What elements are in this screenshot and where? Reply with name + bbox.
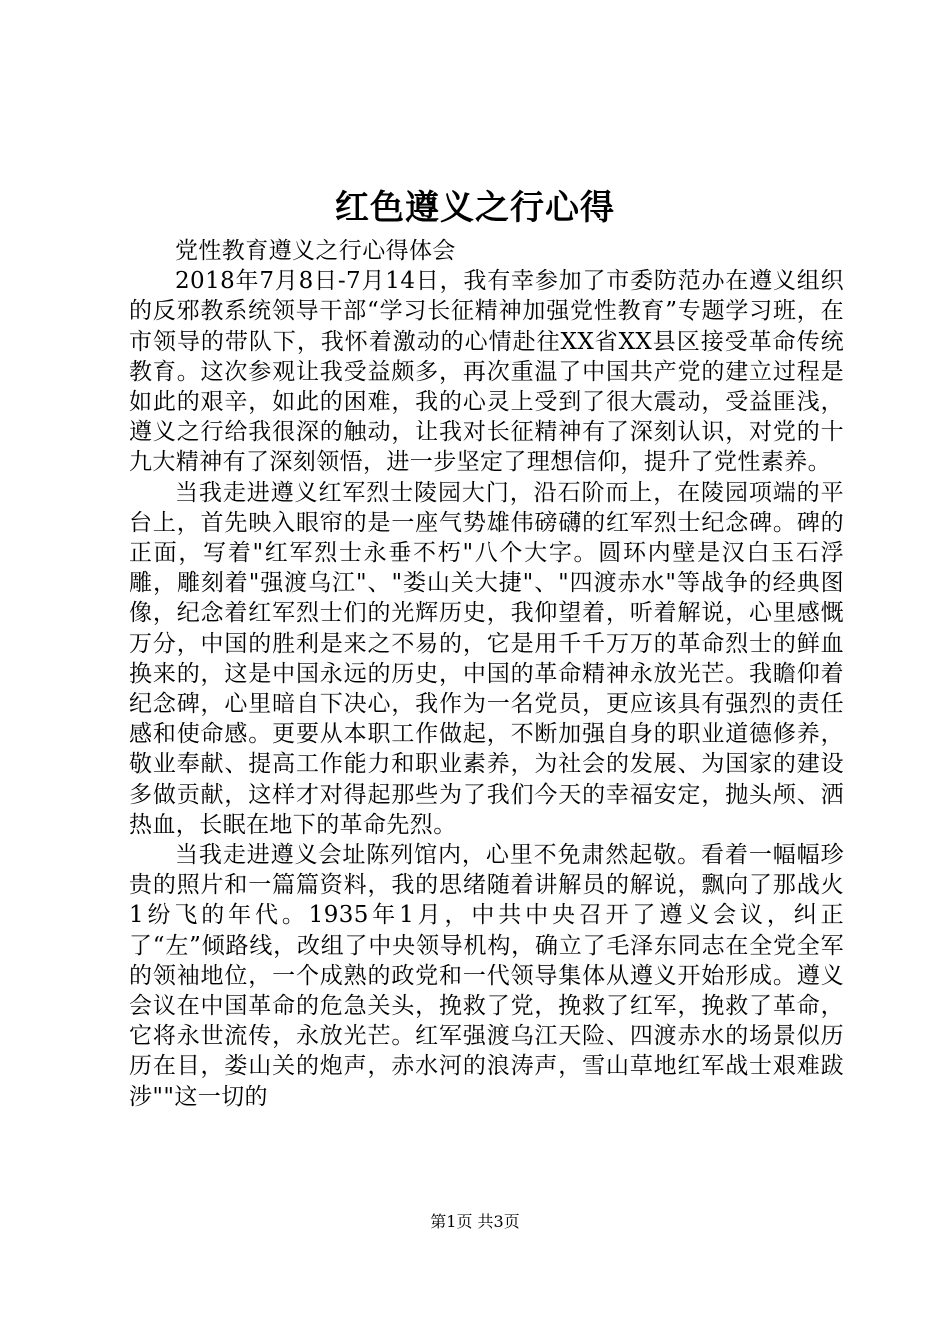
document-body (129, 236, 844, 1112)
page-number-footer: 第1页 共3页 (430, 1212, 520, 1231)
document-title: 红色遵义之行心得 (335, 188, 615, 228)
paragraph-subtitle: 党性教育遵义之行心得体会 (175, 238, 456, 264)
paragraph-cemetery: 当我走进遵义红军烈士陵园大门，沿石阶而上，在陵园项端的平台上，首先映入眼帘的是一座气势雄伟磅礴的红军烈士纪念碑。碑的正面，写着"红军烈士永垂不朽"八个大字。圆环内壁是汉白玉石浮雕，雕刻着"强渡乌江"、"娄山关大捷"、"四渡赤水"等战争的经典图像，纪念着红军烈士们的光辉历史，我仰望着，听着解说，心里感慨万分，中国的胜利是来之不易的，它是用千千万万的革命烈士的鲜血换来的，这是中国永远的历史，中国的革命精神永放光芒。我瞻仰着纪念碑，心里暗自下决心，我作为一名党员，更应该具有强烈的责任感和使命感。更要从本职工作做起，不断加强自身的职业道德修养，敬业奉献、提高工作能力和职业素养，为社会的发展、为国家的建设多做贡献，这样才对得起那些为了我们今天的幸福安定，抛头颅、洒热血，长眠在地下的革命先烈。 (129, 479, 844, 838)
paragraph-meeting-site: 当我走进遵义会址陈列馆内，心里不免肃然起敬。看着一幅幅珍贵的照片和一篇篇资料，我的思绪随着讲解员的解说，飘向了那战火1纷飞的年代。1935年1月，中共中央召开了遵义会议，纠正了“左”倾路线，改组了中央领导机构，确立了毛泽东同志在全党全军的领袖地位，一个成熟的政党和一代领导集体从遵义开始形成。遵义会议在中国革命的危急关头，挽救了党，挽救了红军，挽救了革命，它将永世流传，永放光芒。红军强渡乌江天险、四渡赤水的场景似历历在目，娄山关的炮声，赤水河的浪涛声，雪山草地红军战士艰难跋涉""这一切的 (129, 842, 844, 1110)
paragraph-intro: 2018年7月8日-7月14日，我有幸参加了市委防范办在遵义组织的反邪教系统领导干部“学习长征精神加强党性教育”专题学习班，在市领导的带队下，我怀着激动的心情赴往XX省XX县区接受革命传统教育。这次参观让我受益颇多，再次重温了中国共产党的建立过程是如此的艰辛，如此的困难，我的心灵上受到了很大震动，受益匪浅，遵义之行给我很深的触动，让我对长征精神有了深刻认识，对党的十九大精神有了深刻领悟，进一步坚定了理想信仰，提升了党性素养。 (129, 268, 844, 476)
